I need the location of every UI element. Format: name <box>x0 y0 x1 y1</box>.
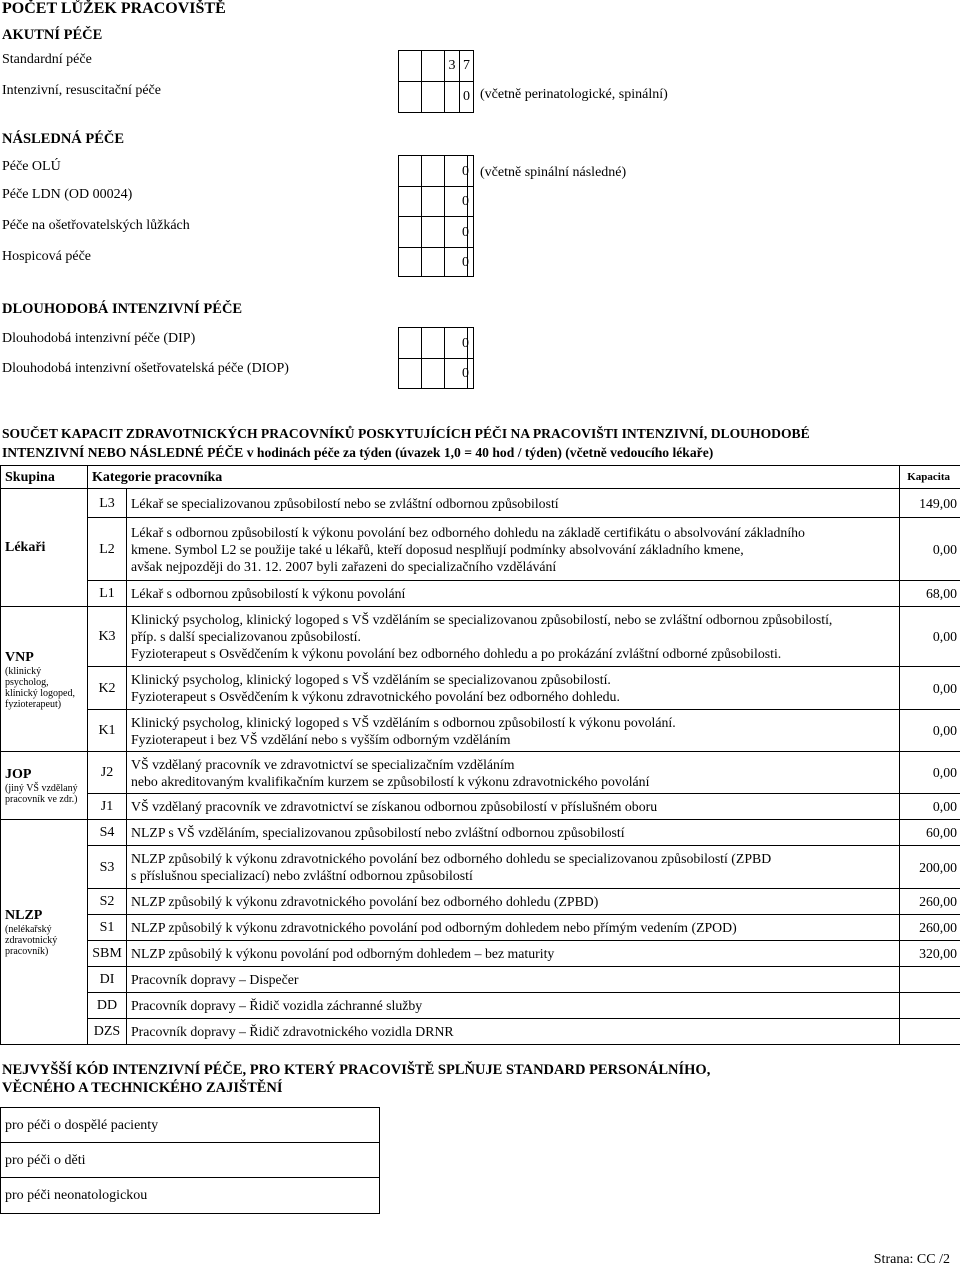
acute-digit[interactable] <box>422 51 445 81</box>
row-code: K3 <box>88 607 127 667</box>
table-row <box>1 993 960 1019</box>
acute-digit[interactable] <box>422 82 445 112</box>
row-description: Klinický psycholog, klinický logoped s VŠ vzděláním se specializovanou způsobilostí, nebo se zvláštní odbornou způsobilostí, příp. s další specializovanou způsobilostí. Fyzioterapeut s Osvědčením k výkonu povolání bez odborného dohledu a po prokázání zvláštní odborné způsobilosti. <box>127 607 900 667</box>
acute-digit[interactable] <box>399 51 422 81</box>
row-capacity[interactable] <box>900 967 960 993</box>
longterm-label-0: Dlouhodobá intenzivní péče (DIP) <box>2 331 196 346</box>
acute-digit[interactable]: 3 <box>445 51 460 81</box>
row-code: K1 <box>88 710 127 752</box>
longterm-label-1: Dlouhodobá intenzivní ošetřovatelská péče (DIOP) <box>2 361 289 376</box>
followup-label-3: Hospicová péče <box>2 249 92 264</box>
row-capacity[interactable]: 60,00 <box>900 820 960 846</box>
row-code: J1 <box>88 794 127 820</box>
row-code: DZS <box>88 1019 127 1045</box>
table-row <box>1 794 960 820</box>
intensive-row-children[interactable]: pro péči o děti <box>1 1143 379 1178</box>
acute-digit[interactable]: 0 <box>463 89 470 104</box>
followup-label-1: Péče LDN (OD 00024) <box>2 187 133 202</box>
followup-bed-grid <box>398 155 474 277</box>
page-number: Strana: CC /2 <box>873 1252 950 1267</box>
acute-digit[interactable] <box>445 82 460 112</box>
row-description: VŠ vzdělaný pracovník ve zdravotnictví se specializačním vzděláním nebo akreditovaným kvalifikačním kurzem se způsobilostí k výkonu zdravotnického povolání <box>127 752 900 794</box>
row-code: S3 <box>88 846 127 889</box>
row-code: SBM <box>88 941 127 967</box>
table-row <box>1 820 960 846</box>
table-row <box>1 889 960 915</box>
row-capacity[interactable]: 0,00 <box>900 752 960 794</box>
row-capacity[interactable]: 0,00 <box>900 607 960 667</box>
row-code: S1 <box>88 915 127 941</box>
group-cell-lekari <box>1 489 88 607</box>
intensive-row-neonatal[interactable]: pro péči neonatologickou <box>5 1188 148 1203</box>
col-capacity-header: Kapacita <box>900 466 960 489</box>
row-description: NLZP způsobilý k výkonu povolání pod odborným dohledem – bez maturity <box>127 941 900 967</box>
acute-note-1: (včetně perinatologické, spinální) <box>480 87 668 102</box>
row-description: Lékař se specializovanou způsobilostí nebo se zvláštní odbornou způsobilostí <box>127 489 900 518</box>
row-capacity[interactable]: 149,00 <box>900 489 960 518</box>
group-nlzp-label: NLZP <box>5 908 43 923</box>
row-code: S4 <box>88 820 127 846</box>
acute-heading: AKUTNÍ PÉČE <box>2 27 103 43</box>
row-description: Pracovník dopravy – Dispečer <box>127 967 900 993</box>
row-code: J2 <box>88 752 127 794</box>
table-row <box>1 607 960 667</box>
table-row <box>1 846 960 889</box>
row-description: Klinický psycholog, klinický logoped s VŠ vzděláním se specializovanou způsobilostí. Fyzioterapeut s Osvědčením k výkonu zdravotnického povolání bez odborného dohledu. <box>127 667 900 710</box>
group-vnp-sub: (klinický psycholog, klinický logoped, fyzioterapeut) <box>5 665 75 710</box>
acute-digit[interactable] <box>399 82 422 112</box>
table-row <box>1 941 960 967</box>
table-header-row <box>1 466 960 489</box>
row-capacity[interactable]: 0,00 <box>900 518 960 581</box>
staff-capacity-table <box>0 465 960 1045</box>
intensive-code-table <box>0 1107 380 1214</box>
table-row <box>1 667 960 710</box>
group-jop-sub: (jiný VŠ vzdělaný pracovník ve zdr.) <box>5 783 78 805</box>
row-description: VŠ vzdělaný pracovník ve zdravotnictví se získanou odbornou způsobilostí v příslušném oboru <box>127 794 900 820</box>
group-nlzp-sub: (nelékařský zdravotnický pracovník) <box>5 924 58 957</box>
acute-label-0: Standardní péče <box>2 52 92 67</box>
row-code: L3 <box>88 489 127 518</box>
row-capacity[interactable]: 260,00 <box>900 889 960 915</box>
row-description: NLZP způsobilý k výkonu zdravotnického povolání bez odborného dohledu se specializovanou způsobilostí (ZPBD s příslušnou specializací) nebo zvláštní odbornou způsobilostí <box>127 846 900 889</box>
row-code: K2 <box>88 667 127 710</box>
row-capacity[interactable] <box>900 993 960 1019</box>
row-description: Lékař s odbornou způsobilostí k výkonu povolání bez odborného dohledu na základě certifikátu o absolvování základního kmene. Symbol L2 se použije také u lékařů, kteří doposud nesplňují podmínky absolvování základního kmene, avšak nejpozději do 31. 12. 2007 byli zařazeni do specializačního vzdělávání <box>127 518 900 581</box>
acute-label-1: Intenzivní, resuscitační péče <box>2 83 161 98</box>
row-description: NLZP způsobilý k výkonu zdravotnického povolání bez odborného dohledu (ZPBD) <box>127 889 900 915</box>
followup-value-2[interactable]: 0 <box>462 225 469 240</box>
row-description: Lékař s odbornou způsobilostí k výkonu povolání <box>127 581 900 607</box>
group-vnp-label: VNP <box>5 649 34 665</box>
longterm-value-1[interactable]: 0 <box>462 366 469 381</box>
followup-value-1[interactable]: 0 <box>462 194 469 209</box>
followup-label-0: Péče OLÚ <box>2 159 61 174</box>
followup-value-0[interactable]: 0 <box>462 164 469 179</box>
row-description: Klinický psycholog, klinický logoped s VŠ vzděláním s odbornou způsobilostí k výkonu povolání. Fyzioterapeut i bez VŠ vzdělání nebo s vyšším odborným vzděláním <box>127 710 900 752</box>
table-row <box>1 1019 960 1045</box>
row-capacity[interactable]: 0,00 <box>900 667 960 710</box>
intensive-heading-line-1: NEJVYŠŠÍ KÓD INTENZIVNÍ PÉČE, PRO KTERÝ PRACOVIŠTĚ SPLŇUJE STANDARD PERSONÁLNÍHO, <box>2 1062 711 1078</box>
row-capacity[interactable] <box>900 1019 960 1045</box>
longterm-value-0[interactable]: 0 <box>462 336 469 351</box>
row-code: L2 <box>88 518 127 581</box>
row-code: DD <box>88 993 127 1019</box>
acute-bed-grid <box>398 50 474 113</box>
row-capacity[interactable]: 0,00 <box>900 710 960 752</box>
row-capacity[interactable]: 68,00 <box>900 581 960 607</box>
row-code: L1 <box>88 581 127 607</box>
table-row <box>1 489 960 518</box>
row-capacity[interactable]: 260,00 <box>900 915 960 941</box>
group-jop-label: JOP <box>5 767 32 782</box>
staff-heading-line-1: SOUČET KAPACIT ZDRAVOTNICKÝCH PRACOVNÍKŮ POSKYTUJÍCÍCH PÉČI NA PRACOVIŠTI INTENZIVNÍ, DLOUHODOBÉ <box>2 426 810 441</box>
group-cell-nlzp <box>1 820 88 1045</box>
table-row <box>1 752 960 794</box>
longterm-bed-grid <box>398 327 474 389</box>
table-row <box>1 915 960 941</box>
followup-heading: NÁSLEDNÁ PÉČE <box>2 131 125 147</box>
row-description: Pracovník dopravy – Řidič vozidla záchranné služby <box>127 993 900 1019</box>
row-code: DI <box>88 967 127 993</box>
row-capacity[interactable]: 0,00 <box>900 794 960 820</box>
row-description: NLZP s VŠ vzděláním, specializovanou způsobilostí nebo zvláštní odbornou způsobilostí <box>127 820 900 846</box>
table-row <box>1 967 960 993</box>
followup-label-2: Péče na ošetřovatelských lůžkách <box>2 218 190 233</box>
col-category-header: Kategorie pracovníka <box>88 466 900 489</box>
row-code: S2 <box>88 889 127 915</box>
group-cell-jop <box>1 752 88 820</box>
intensive-row-adult[interactable]: pro péči o dospělé pacienty <box>1 1108 379 1143</box>
followup-note-0: (včetně spinální následné) <box>480 165 627 180</box>
row-description: NLZP způsobilý k výkonu zdravotnického povolání pod odborným dohledem nebo přímým vedením (ZPOD) <box>127 915 900 941</box>
table-row <box>1 518 960 581</box>
col-group-header: Skupina <box>1 466 88 489</box>
followup-value-3[interactable]: 0 <box>462 255 469 270</box>
page-title: POČET LŮŽEK PRACOVIŠTĚ <box>2 0 226 17</box>
acute-digit[interactable]: 7 <box>463 58 470 73</box>
group-cell-vnp <box>1 607 88 752</box>
row-description: Pracovník dopravy – Řidič zdravotnického vozidla DRNR <box>127 1019 900 1045</box>
row-capacity[interactable]: 200,00 <box>900 846 960 889</box>
table-row <box>1 710 960 752</box>
table-row <box>1 581 960 607</box>
row-capacity[interactable]: 320,00 <box>900 941 960 967</box>
longterm-heading: DLOUHODOBÁ INTENZIVNÍ PÉČE <box>2 301 243 317</box>
intensive-heading-line-2: VĚCNÉHO A TECHNICKÉHO ZAJIŠTĚNÍ <box>2 1080 283 1096</box>
staff-heading-line-2: INTENZIVNÍ NEBO NÁSLEDNÉ PÉČE v hodinách péče za týden (úvazek 1,0 = 40 hod / týden) (včetně vedoucího lékaře) <box>2 445 714 460</box>
group-lekari-label: Lékaři <box>5 540 46 555</box>
